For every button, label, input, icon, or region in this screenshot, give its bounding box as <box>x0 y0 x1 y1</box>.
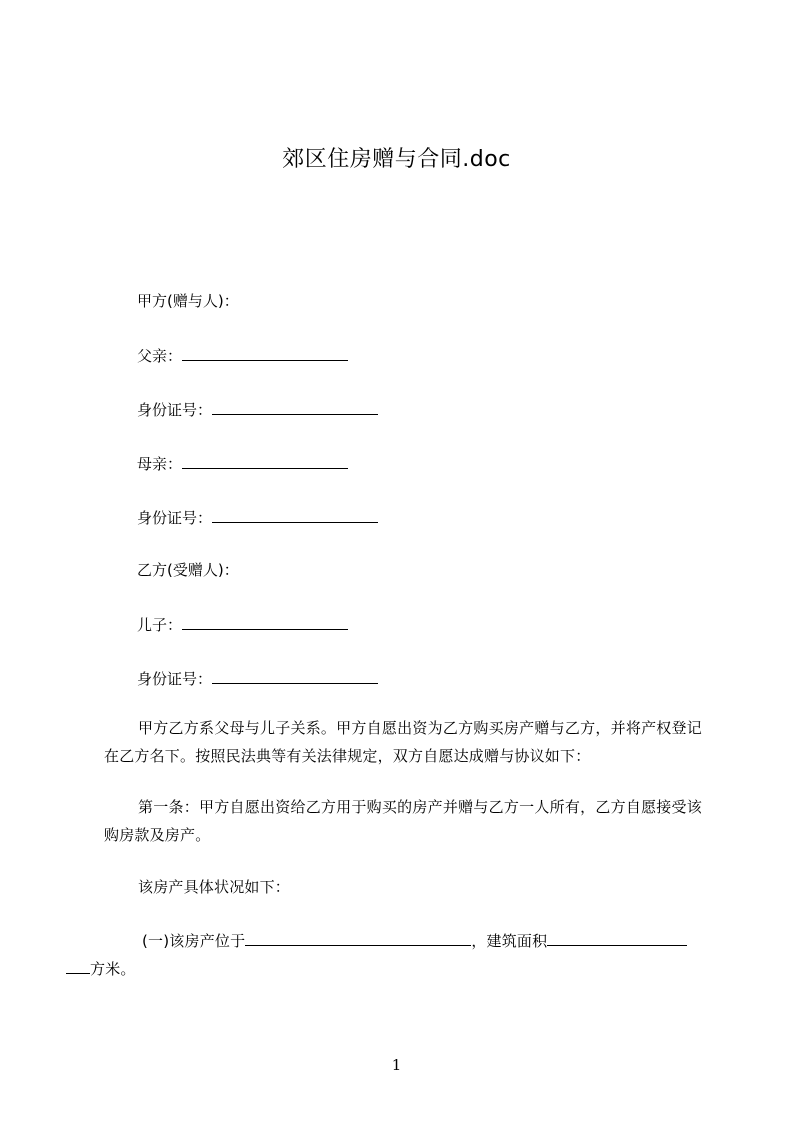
father-id-label: 身份证号： <box>137 401 213 419</box>
property-item-1 <box>90 927 702 983</box>
mother-line <box>137 453 348 474</box>
property-area-blank-1[interactable] <box>547 930 687 946</box>
party-a-label: 甲方(赠与人)： <box>137 292 239 310</box>
father-line <box>137 345 348 366</box>
property-area-unit: 方米。 <box>90 960 136 978</box>
son-blank[interactable] <box>182 614 348 630</box>
mother-blank[interactable] <box>182 453 348 469</box>
son-id-blank[interactable] <box>212 668 378 684</box>
mother-id-label: 身份证号： <box>137 509 213 527</box>
father-id-blank[interactable] <box>212 399 378 415</box>
father-label: 父亲： <box>137 347 183 365</box>
mother-id-blank[interactable] <box>212 507 378 523</box>
property-area-label: ，建筑面积 <box>471 932 548 950</box>
mother-label: 母亲： <box>137 455 183 473</box>
property-location-blank[interactable] <box>245 930 471 946</box>
property-location-label: (一)该房产位于 <box>142 932 246 950</box>
paragraph-relationship: 甲方乙方系父母与儿子关系。甲方自愿出资为乙方购买房产赠与乙方，并将产权登记在乙方名下。按照民法典等有关法律规定，双方自愿达成赠与协议如下： <box>104 719 702 765</box>
son-id-label: 身份证号： <box>137 670 213 688</box>
property-intro: 该房产具体状况如下： <box>138 878 291 896</box>
page-number: 1 <box>391 1056 402 1074</box>
father-id-line <box>137 399 378 420</box>
father-blank[interactable] <box>182 345 348 361</box>
document-title: 郊区住房赠与合同.doc <box>282 147 511 172</box>
son-label: 儿子： <box>137 616 183 634</box>
mother-id-line <box>137 507 378 528</box>
party-b-label: 乙方(受赠人)： <box>137 561 239 579</box>
article-1: 第一条：甲方自愿出资给乙方用于购买的房产并赠与乙方一人所有，乙方自愿接受该购房款及房产。 <box>104 798 702 844</box>
son-line <box>137 614 348 635</box>
property-area-blank-2[interactable] <box>66 958 90 974</box>
son-id-line <box>137 668 378 689</box>
